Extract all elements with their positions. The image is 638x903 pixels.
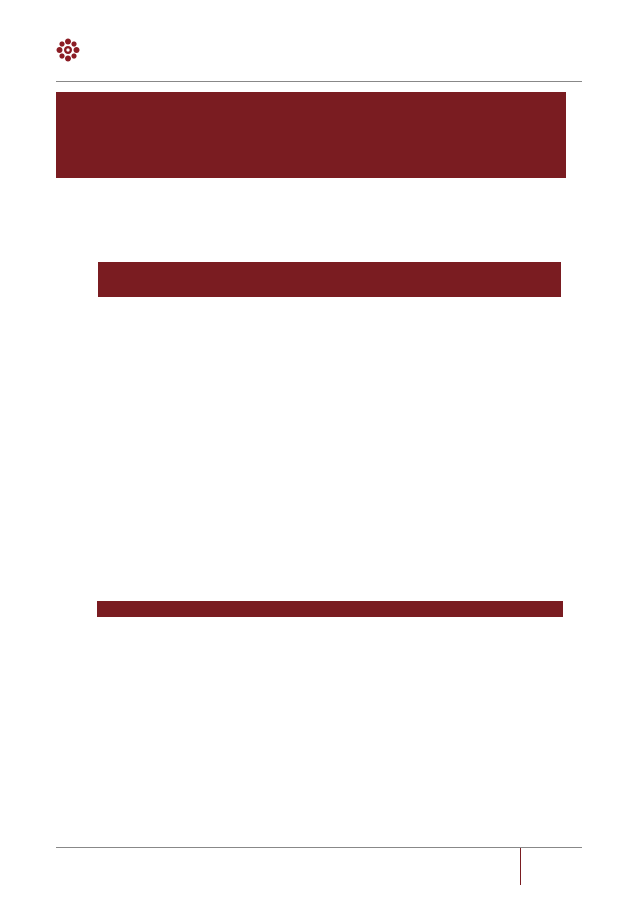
section-5-3-heading xyxy=(80,584,85,596)
section-5-heading xyxy=(62,97,72,109)
unit-kompetensi-table xyxy=(98,262,561,297)
section-5-band xyxy=(56,92,566,178)
page-number-box xyxy=(520,848,568,885)
col-header-judul xyxy=(337,263,522,297)
section-5-3-1-band xyxy=(97,601,563,617)
table-header-row xyxy=(99,263,561,297)
col-header-kode xyxy=(152,263,337,297)
footer-divider xyxy=(56,847,582,848)
lspp-seal-icon xyxy=(56,38,80,62)
col-header-no xyxy=(99,263,152,297)
header-divider xyxy=(56,81,582,82)
lspp-logo xyxy=(56,36,134,66)
col-header-elemen xyxy=(521,263,560,297)
